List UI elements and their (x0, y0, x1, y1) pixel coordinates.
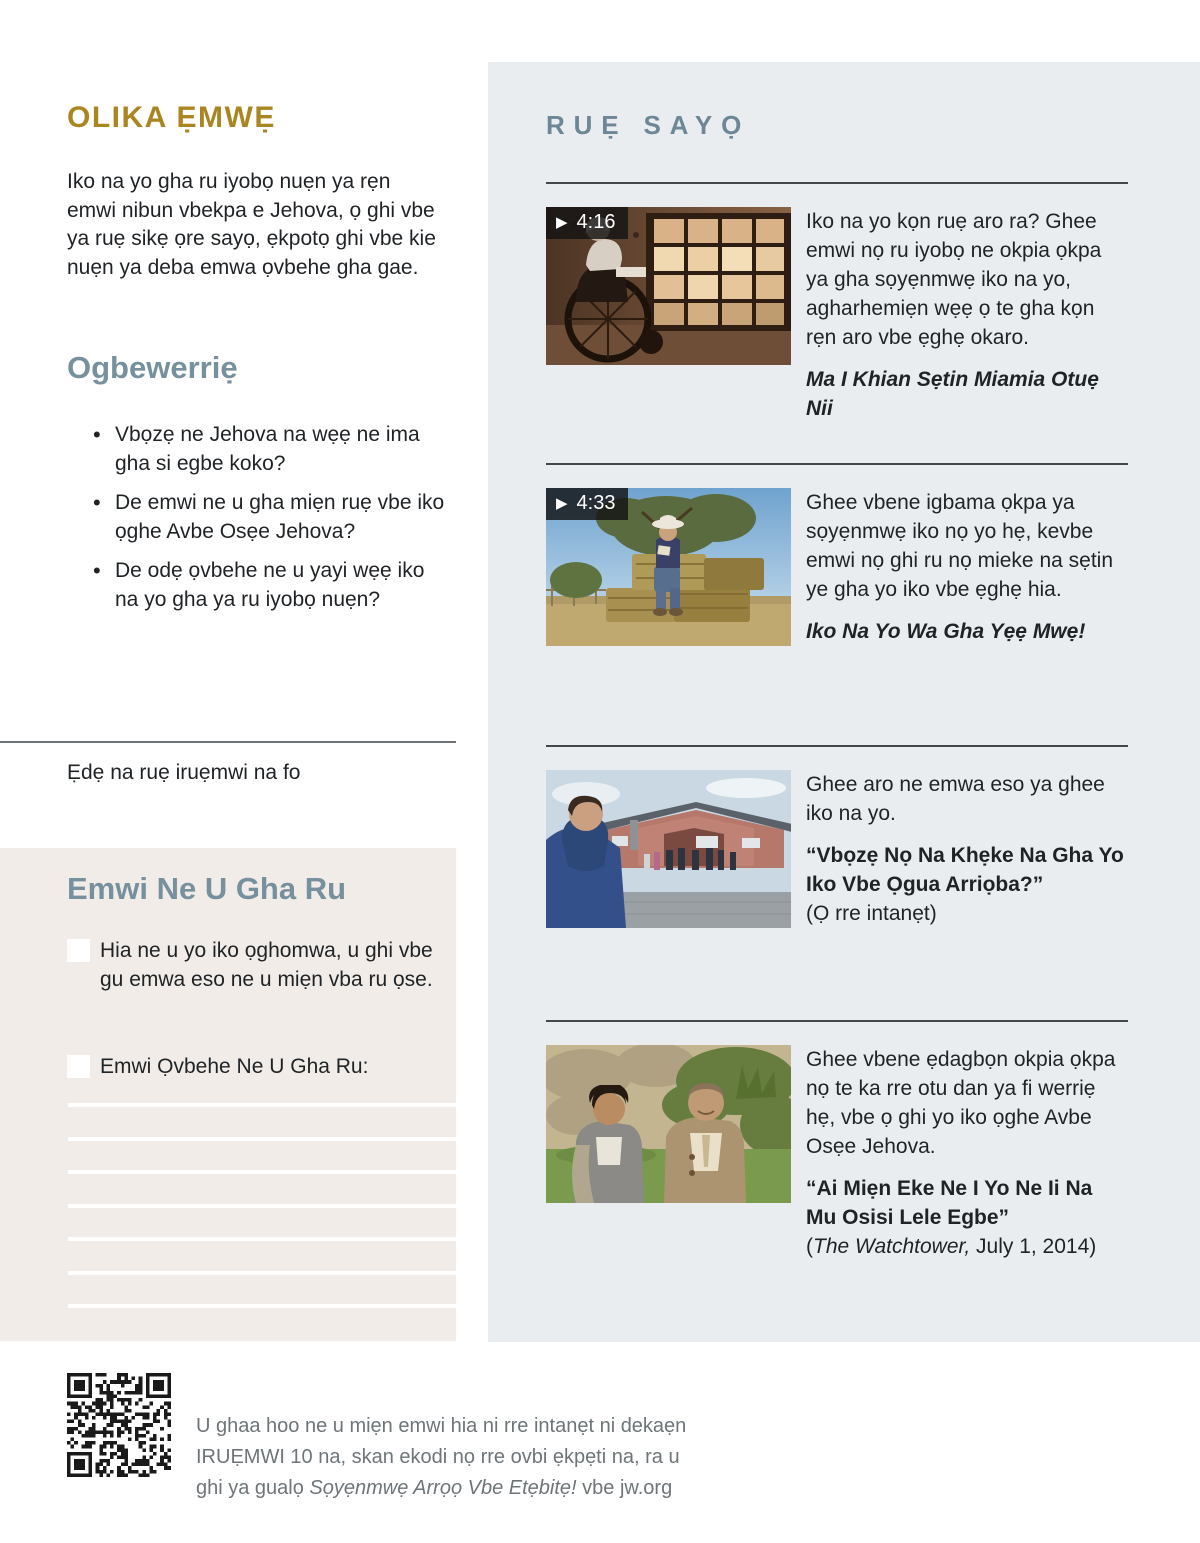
write-in-line[interactable] (68, 1237, 456, 1241)
preview-paragraph: Iko na yo gha ru iyobọ nuẹn ya rẹn emwi nibun vbekpa e Jehova, ọ ghi vbe ya ruẹ sikẹ ọre sayọ, ẹkpotọ ghi vbe kie nuẹn ya deba emwa ọvbehe gha gae. (67, 170, 436, 279)
media-item-title: Iko Na Yo Wa Gha Yẹẹ Mwẹ! (806, 620, 1086, 643)
media-item-title: “Vbọzẹ Nọ Na Khẹke Na Gha Yo Iko Vbe Ọgua Arriọba?” (806, 844, 1124, 896)
item-divider (546, 745, 1128, 747)
item-divider (546, 1020, 1128, 1022)
todo-item-label: Emwi Ọvbehe Ne U Gha Ru: (100, 1055, 369, 1078)
write-in-line[interactable] (68, 1170, 456, 1174)
media-item-description: Ghee vbene igbama ọkpa ya sọyẹnmwẹ iko nọ yo hẹ, kevbe emwi nọ ghi ru nọ mieke na sẹtin ye gha yo iko vbe ẹghẹ hia. (806, 491, 1113, 601)
discussion-question: • De emwi ne u gha miẹn ruẹ vbe iko ọghe Avbe Osẹe Jehova? (67, 488, 452, 546)
write-in-line[interactable] (68, 1304, 456, 1308)
section-title-discussion: Ogbewerriẹ (67, 350, 238, 385)
write-in-line[interactable] (68, 1103, 456, 1107)
footer-note: U ghaa hoo ne u miẹn emwi hia ni rre intanẹt ni dekaẹn IRUẸMWI 10 na, skan ekodi nọ rre ovbi ẹkpẹti na, ra u ghi ya gualọ Sọyẹnmwẹ Arrọọ Vbe Etẹbitẹ! vbe jw.org (196, 1415, 687, 1499)
video-duration-badge (546, 488, 628, 520)
media-item-description: Ghee vbene ẹdagbọn okpia ọkpa nọ te ka rre otu dan ya fi werriẹ hẹ, vbe ọ ghi yo iko ọghe Avbe Osẹe Jehova. (806, 1048, 1116, 1158)
play-icon: ▶ (556, 214, 568, 231)
media-item (546, 182, 1128, 423)
left-column-divider (0, 741, 456, 743)
discussion-question: • Vbọzẹ ne Jehova na wẹẹ ne ima gha si egbe koko? (67, 420, 452, 478)
section-title-todo: Emwi Ne U Gha Ru (67, 871, 347, 906)
discussion-question-list (67, 420, 452, 624)
video-duration: 4:33 (576, 492, 616, 514)
qr-code-image (67, 1373, 171, 1477)
media-item-title: Ma I Khian Sẹtin Miamia Otuẹ Nii (806, 368, 1099, 420)
smiling-couple-image (546, 1045, 791, 1203)
checkbox-icon[interactable] (67, 1055, 90, 1078)
todo-item-label: Hia ne u yo iko ọghomwa, u ghi vbe gu emwa eso ne u miẹn vba ru ọse. (100, 939, 433, 991)
video-duration-badge (546, 207, 628, 239)
checkbox-icon[interactable] (67, 939, 90, 962)
media-item-subtitle: (The Watchtower, July 1, 2014) (806, 1235, 1097, 1258)
publication-name: The Watchtower, (813, 1235, 971, 1258)
media-item (546, 463, 1128, 646)
photo-smiling-couple-outdoors (546, 1045, 791, 1203)
completion-date-note: Ẹdẹ na ruẹ iruẹmwi na fo (67, 761, 301, 784)
section-title-preview: OLIKA ẸMWẸ (67, 101, 276, 134)
media-item (546, 745, 1128, 928)
write-in-line[interactable] (68, 1271, 456, 1275)
todo-item (67, 936, 442, 994)
video-duration: 4:16 (576, 211, 616, 233)
young-man-kingdom-hall-image (546, 770, 791, 928)
todo-item (67, 1052, 442, 1081)
qr-code-icon[interactable] (67, 1373, 171, 1477)
media-item-description: Ghee aro ne emwa eso ya ghee iko na yo. (806, 773, 1105, 825)
todo-section (0, 848, 456, 1341)
media-item-title: “Ai Miẹn Eke Ne I Yo Ne Ii Na Mu Osisi Lele Egbe” (806, 1177, 1093, 1229)
discussion-question: • De odẹ ọvbehe ne u yayi wẹẹ iko na yo gha ya ru iyobọ nuẹn? (67, 556, 452, 614)
write-in-line[interactable] (68, 1204, 456, 1208)
media-item-description: Iko na yo kọn ruẹ aro ra? Ghee emwi nọ ru iyobọ ne okpia ọkpa ya gha sọyẹnmwẹ iko na yo, agharhemiẹn wẹẹ ọ te gha kọn rẹn aro vbe ẹghẹ okaro. (806, 210, 1102, 349)
item-divider (546, 463, 1128, 465)
write-in-line[interactable] (68, 1137, 456, 1141)
media-item (546, 1020, 1128, 1261)
publication-name: Sọyẹnmwẹ Arrọọ Vbe Etẹbitẹ! (309, 1477, 577, 1499)
photo-young-man-outside-kingdom-hall (546, 770, 791, 928)
watch-section-panel (488, 62, 1200, 1342)
play-icon: ▶ (556, 495, 568, 512)
section-title-watch: RUẸ SAYỌ (546, 110, 751, 140)
video-thumbnail-man-on-hay-bales[interactable] (546, 488, 791, 646)
media-item-subtitle: (Ọ rre intanẹt) (806, 902, 937, 925)
write-in-lines (68, 1103, 456, 1338)
item-divider (546, 182, 1128, 184)
video-thumbnail-wheelchair-by-window[interactable] (546, 207, 791, 365)
